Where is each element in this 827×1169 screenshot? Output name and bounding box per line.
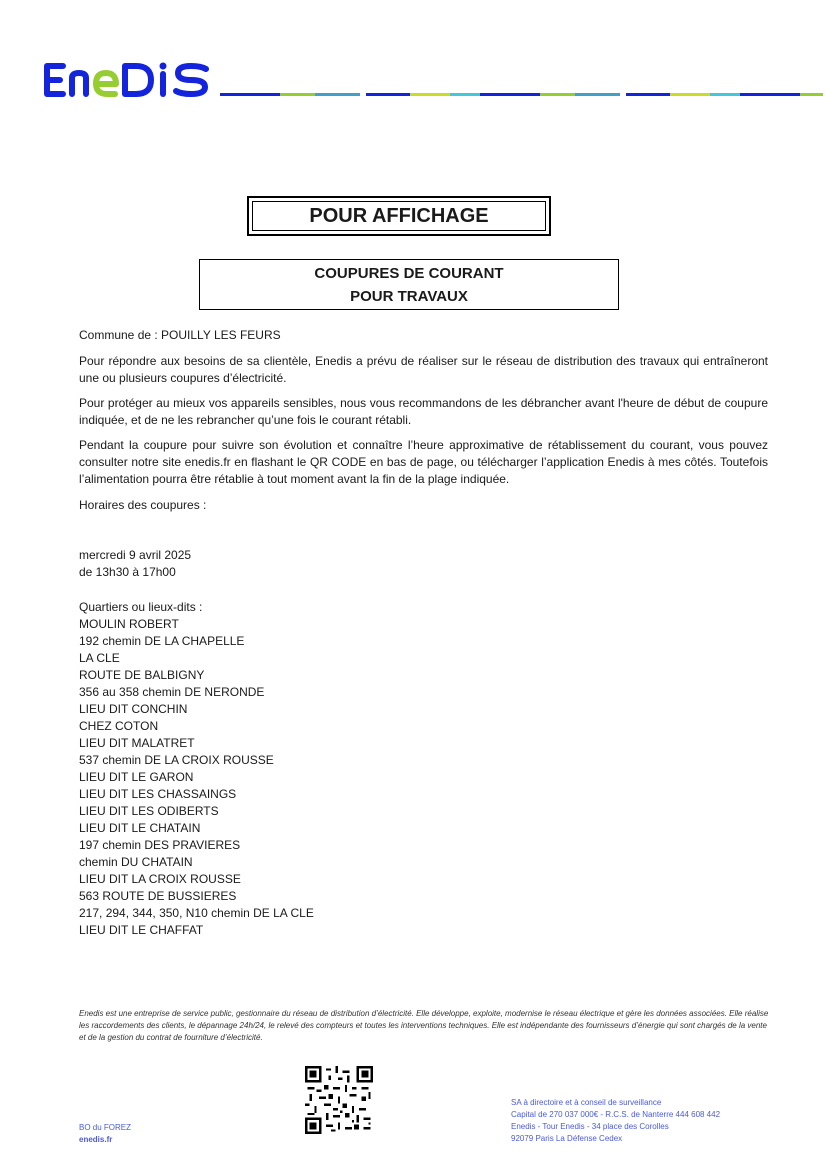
list-item: LIEU DIT LA CROIX ROUSSE — [79, 872, 241, 886]
enedis-logo — [41, 60, 216, 100]
quartiers-label: Quartiers ou lieux-dits : — [79, 600, 203, 614]
list-item: MOULIN ROBERT — [79, 617, 179, 631]
list-item: LIEU DIT LE GARON — [79, 770, 194, 784]
list-item: LIEU DIT LE CHAFFAT — [79, 923, 204, 937]
coupure-time: de 13h30 à 17h00 — [79, 565, 176, 579]
paragraph-protection: Pour protéger au mieux vos appareils sensibles, nous vous recommandons de les débrancher avant l'heure de début de coupure indiquée, et de ne les rebrancher qu’une fois le courant rétabli. — [79, 396, 768, 427]
horaires-label: Horaires des coupures : — [79, 498, 207, 512]
site-link-text[interactable]: enedis.fr — [79, 1135, 113, 1144]
list-item: ROUTE DE BALBIGNY — [79, 668, 205, 682]
brand-color-line — [220, 93, 823, 96]
list-item: 217, 294, 344, 350, N10 chemin DE LA CLE — [79, 906, 314, 920]
legal-line-3: Enedis - Tour Enedis - 34 place des Corolles — [511, 1122, 669, 1131]
site-link[interactable] — [79, 1134, 131, 1146]
locations-list — [79, 599, 314, 939]
list-item: 356 au 358 chemin DE NERONDE — [79, 685, 265, 699]
coupures-title-line1: COUPURES DE COURANT — [314, 265, 504, 282]
list-item: LA CLE — [79, 651, 120, 665]
affichage-box — [247, 196, 551, 236]
list-item: 192 chemin DE LA CHAPELLE — [79, 634, 245, 648]
bo-block — [79, 1122, 131, 1146]
list-item: 197 chemin DES PRAVIERES — [79, 838, 241, 852]
list-item: LIEU DIT LES CHASSAINGS — [79, 787, 237, 801]
paragraph-intro: Pour répondre aux besoins de sa clientèle, Enedis a prévu de réaliser sur le réseau de distribution des travaux qui entraîneront une ou plusieurs coupures d’électricité. — [79, 354, 768, 385]
list-item: CHEZ COTON — [79, 719, 159, 733]
list-item: 563 ROUTE DE BUSSIERES — [79, 889, 237, 903]
list-item: LIEU DIT MALATRET — [79, 736, 195, 750]
commune-line: Commune de : POUILLY LES FEURS — [79, 328, 281, 342]
paragraph-suivi: Pendant la coupure pour suivre son évolution et connaître l’heure approximative de rétablissement du courant, vous pouvez consulter notre site enedis.fr en flashant le QR CODE en bas de page, ou télécharger l’application Enedis à mes côtés. Toutefois l’alimentation pourra être rétablie à tout moment avant la fin de la plage indiquée. — [79, 438, 768, 486]
coupures-title-line2: POUR TRAVAUX — [350, 288, 468, 305]
list-item: chemin DU CHATAIN — [79, 855, 193, 869]
qr-code[interactable] — [305, 1066, 373, 1134]
bo-name: BO du FOREZ — [79, 1123, 132, 1132]
list-item: LIEU DIT LES ODIBERTS — [79, 804, 219, 818]
footer-disclaimer: Enedis est une entreprise de service public, gestionnaire du réseau de distribution d’électricité. Elle développe, exploite, modernise le réseau électrique et gère les données associées. Elle réalise les raccordements des clients, le dépannage 24h/24, le relevé des compteurs et toutes les interventions techniques. Elle est indépendante des fournisseurs d’énergie qui sont chargés de la vente et de la gestion du contrat de fourniture d’électricité. — [79, 1009, 769, 1042]
list-item: LIEU DIT CONCHIN — [79, 702, 188, 716]
list-item: 537 chemin DE LA CROIX ROUSSE — [79, 753, 274, 767]
list-item: LIEU DIT LE CHATAIN — [79, 821, 201, 835]
coupure-date: mercredi 9 avril 2025 — [79, 548, 192, 562]
coupures-box — [199, 259, 619, 310]
affichage-title: POUR AFFICHAGE — [252, 201, 546, 231]
legal-address — [511, 1097, 720, 1145]
legal-line-4: 92079 Paris La Défense Cedex — [511, 1134, 623, 1143]
legal-line-2: Capital de 270 037 000€ - R.C.S. de Nanterre 444 608 442 — [511, 1110, 721, 1119]
legal-line-1: SA à directoire et à conseil de surveillance — [511, 1098, 662, 1107]
